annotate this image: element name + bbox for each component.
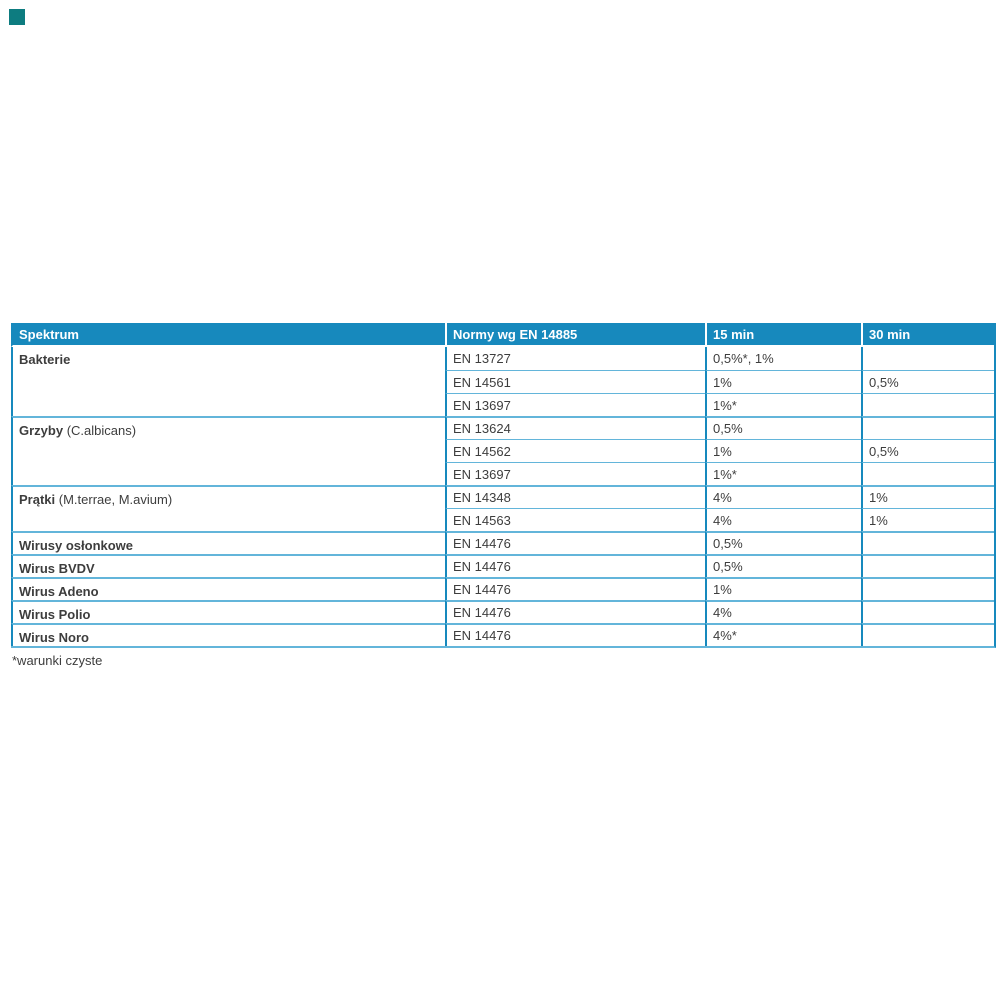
spectrum-name: Wirus Adeno xyxy=(19,584,99,599)
table-row xyxy=(11,600,994,623)
spectrum-name: Wirusy osłonkowe xyxy=(19,538,134,553)
spectrum-name: Wirus Polio xyxy=(19,607,91,622)
table-row xyxy=(11,485,994,508)
value-15min-cell: 1% xyxy=(705,439,861,462)
value-15min-cell: 1% xyxy=(705,370,861,393)
table-row xyxy=(11,623,994,646)
norm-cell: EN 13697 xyxy=(445,393,705,416)
value-30min-cell xyxy=(861,462,994,485)
spectrum-name: Wirus BVDV xyxy=(19,561,95,576)
norm-cell: EN 14476 xyxy=(445,531,705,554)
norm-cell: EN 14476 xyxy=(445,623,705,646)
norm-cell: EN 14563 xyxy=(445,508,705,531)
col-header-15min: 15 min xyxy=(705,323,861,347)
table-row xyxy=(11,554,994,577)
spectrum-cell xyxy=(11,577,445,600)
value-30min-cell xyxy=(861,531,994,554)
col-header-normy: Normy wg EN 14885 xyxy=(445,323,705,347)
spectrum-note: (C.albicans) xyxy=(63,423,137,438)
norm-cell: EN 14476 xyxy=(445,554,705,577)
value-15min-cell: 0,5% xyxy=(705,416,861,439)
value-30min-cell xyxy=(861,416,994,439)
value-15min-cell: 4% xyxy=(705,508,861,531)
value-30min-cell xyxy=(861,623,994,646)
table-row xyxy=(11,347,994,370)
table-row xyxy=(11,577,994,600)
table-row xyxy=(11,416,994,439)
value-15min-cell: 0,5%*, 1% xyxy=(705,347,861,370)
norm-cell: EN 13727 xyxy=(445,347,705,370)
spectrum-note: (M.terrae, M.avium) xyxy=(55,492,173,507)
disinfection-spectrum-table xyxy=(11,323,996,648)
value-15min-cell: 4% xyxy=(705,485,861,508)
footnote: *warunki czyste xyxy=(12,653,103,668)
value-30min-cell xyxy=(861,347,994,370)
spectrum-name: Prątki xyxy=(19,492,56,507)
value-15min-cell: 4%* xyxy=(705,623,861,646)
spectrum-name: Bakterie xyxy=(19,352,71,367)
value-15min-cell: 4% xyxy=(705,600,861,623)
value-15min-cell: 1%* xyxy=(705,462,861,485)
norm-cell: EN 14348 xyxy=(445,485,705,508)
spectrum-cell xyxy=(11,531,445,554)
col-header-30min: 30 min xyxy=(861,323,994,347)
value-30min-cell: 0,5% xyxy=(861,370,994,393)
spectrum-cell xyxy=(11,554,445,577)
value-30min-cell xyxy=(861,600,994,623)
value-30min-cell: 1% xyxy=(861,508,994,531)
spectrum-name: Grzyby xyxy=(19,423,64,438)
table-body xyxy=(11,347,994,646)
spectrum-cell xyxy=(11,347,445,416)
table-header-row xyxy=(11,323,994,347)
norm-cell: EN 14476 xyxy=(445,600,705,623)
spectrum-cell xyxy=(11,485,445,531)
norm-cell: EN 13697 xyxy=(445,462,705,485)
value-15min-cell: 1%* xyxy=(705,393,861,416)
spectrum-name: Wirus Noro xyxy=(19,630,89,645)
spectrum-cell xyxy=(11,600,445,623)
spectrum-table-section xyxy=(11,323,994,668)
norm-cell: EN 14562 xyxy=(445,439,705,462)
norm-cell: EN 14476 xyxy=(445,577,705,600)
value-30min-cell xyxy=(861,393,994,416)
table-row xyxy=(11,531,994,554)
spectrum-cell xyxy=(11,416,445,485)
value-15min-cell: 0,5% xyxy=(705,554,861,577)
value-30min-cell: 1% xyxy=(861,485,994,508)
value-15min-cell: 0,5% xyxy=(705,531,861,554)
norm-cell: EN 13624 xyxy=(445,416,705,439)
norm-cell: EN 14561 xyxy=(445,370,705,393)
col-header-spektrum: Spektrum xyxy=(11,323,445,347)
corner-accent-square xyxy=(9,9,25,25)
value-30min-cell xyxy=(861,577,994,600)
spectrum-cell xyxy=(11,623,445,646)
value-15min-cell: 1% xyxy=(705,577,861,600)
value-30min-cell xyxy=(861,554,994,577)
value-30min-cell: 0,5% xyxy=(861,439,994,462)
